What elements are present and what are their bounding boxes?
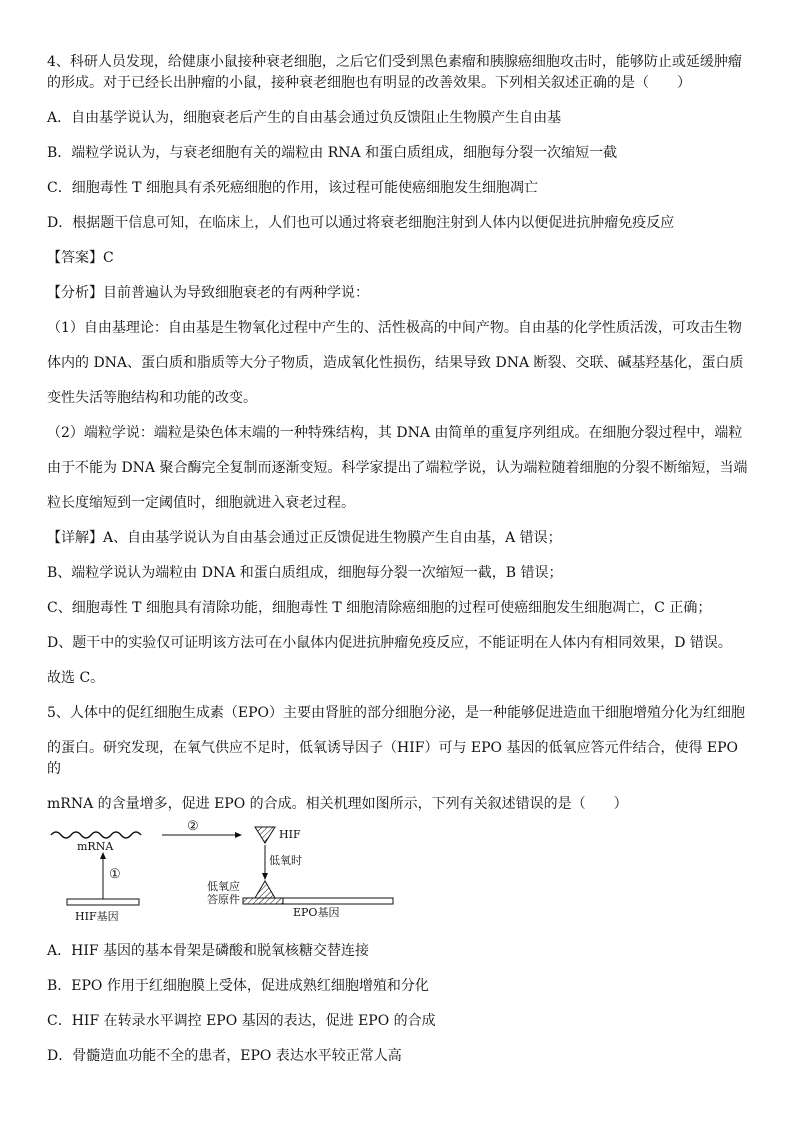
- q5-option-a: A．HIF 基因的基本骨架是磷酸和脱氧核糖交替连接: [47, 943, 370, 959]
- q4-detail-a: 【详解】A、自由基学说认为自由基会通过正反馈促进生物膜产生自由基，A 错误；: [47, 530, 562, 546]
- epo-gene-label: EPO基因: [293, 906, 340, 919]
- hre-element-shape: [255, 881, 275, 898]
- hif-gene-label: HIF基因: [75, 910, 119, 923]
- q4-option-b: B．端粒学说认为，与衰老细胞有关的端粒由 RNA 和蛋白质组成，细胞每分裂一次缩短一截: [47, 145, 618, 161]
- q4-analysis-1-line-2: 体内的 DNA、蛋白质和脂质等大分子物质，造成氧化性损伤，结果导致 DNA 断裂、交联、碱基羟基化，蛋白质: [47, 355, 744, 371]
- q4-option-a: A．自由基学说认为，细胞衰老后产生的自由基会通过负反馈阻止生物膜产生自由基: [47, 110, 562, 126]
- q5-option-c: C．HIF 在转录水平调控 EPO 基因的表达，促进 EPO 的合成: [47, 1013, 436, 1029]
- q5-stem-line-1: 5、人体中的促红细胞生成素（EPO）主要由肾脏的部分细胞分泌，是一种能够促进造血干细胞增殖分化为红细胞: [47, 705, 746, 721]
- hre-label-line-1: 低氧应: [207, 880, 240, 893]
- arrow-step-2-head: [235, 832, 242, 838]
- q4-detail-d: D、题干中的实验仅可证明该方法可在小鼠体内促进抗肿瘤免疫反应，不能证明在人体内有相同效果，D 错误。: [47, 635, 732, 651]
- q4-analysis-title: 【分析】目前普遍认为导致细胞衰老的有两种学说：: [47, 285, 369, 301]
- q4-stem-line-1: 4、科研人员发现，给健康小鼠接种衰老细胞，之后它们受到黑色素瘤和胰腺癌细胞攻击时，能够防止或延缓肿瘤: [47, 54, 742, 70]
- q4-stem-line-2: 的形成。对于已经长出肿瘤的小鼠，接种衰老细胞也有明显的改善效果。下列相关叙述正确的是（ ）: [47, 75, 691, 91]
- q4-analysis-2-line-2: 由于不能为 DNA 聚合酶完全复制而逐渐变短。科学家提出了端粒学说，认为端粒随着细胞的分裂不断缩短，当端: [47, 460, 748, 476]
- hre-label-line-2: 答原件: [207, 893, 240, 906]
- q4-analysis-2-line-1: （2）端粒学说：端粒是染色体末端的一种特殊结构，其 DNA 由简单的重复序列组成。在细胞分裂过程中，端粒: [47, 425, 743, 441]
- q4-analysis-1-line-3: 变性失活等胞结构和功能的改变。: [47, 390, 257, 406]
- epo-gene-bar: [283, 898, 393, 904]
- mrna-label: mRNA: [77, 840, 114, 853]
- arrow-hypoxia-head: [262, 873, 268, 880]
- q4-detail-b: B、端粒学说认为端粒由 DNA 和蛋白质组成，细胞每分裂一次缩短一截，B 错误；: [47, 565, 563, 581]
- step-1-label: ①: [109, 867, 121, 882]
- hif-protein-shape: [255, 827, 275, 843]
- hypoxia-label: 低氧时: [269, 854, 302, 867]
- question-5: [47, 703, 753, 1067]
- arrow-step-1-head: [100, 852, 106, 859]
- q5-stem-line-3: mRNA 的含量增多，促进 EPO 的合成。相关机理如图所示，下列有关叙述错误的是（ ）: [47, 796, 628, 812]
- hif-label: HIF: [279, 828, 301, 841]
- mrna-wavy-line: [51, 832, 141, 838]
- q5-stem-line-2: 的蛋白。研究发现，在氧气供应不足时，低氧诱导因子（HIF）可与 EPO 基因的低氧应答元件结合，使得 EPO 的: [47, 740, 739, 777]
- hif-gene-bar: [67, 899, 139, 905]
- q4-option-c: C．细胞毒性 T 细胞具有杀死癌细胞的作用，该过程可能使癌细胞发生细胞凋亡: [47, 180, 538, 196]
- hre-element-base: [243, 898, 283, 904]
- epo-mechanism-diagram: [47, 821, 467, 931]
- q4-answer: 【答案】C: [47, 250, 114, 266]
- q4-analysis-2-line-3: 粒长度缩短到一定阈值时，细胞就进入衰老过程。: [47, 495, 355, 511]
- q4-conclusion: 故选 C。: [47, 670, 105, 686]
- q4-analysis-1-line-1: （1）自由基理论：自由基是生物氧化过程中产生的、活性极高的中间产物。自由基的化学性质活泼，可攻击生物: [47, 320, 742, 336]
- q5-option-b: B．EPO 作用于红细胞膜上受体，促进成熟红细胞增殖和分化: [47, 978, 429, 994]
- q4-detail-c: C、细胞毒性 T 细胞具有清除功能，细胞毒性 T 细胞清除癌细胞的过程可使癌细胞发生细胞凋亡，C 正确；: [47, 600, 712, 616]
- step-2-label: ②: [187, 819, 199, 834]
- question-4: [47, 52, 753, 689]
- q4-option-d: D．根据题干信息可知，在临床上，人们也可以通过将衰老细胞注射到人体内以便促进抗肿瘤免疫反应: [47, 215, 675, 231]
- page-content: [47, 52, 753, 1081]
- q5-option-d: D．骨髓造血功能不全的患者，EPO 表达水平较正常人高: [47, 1048, 402, 1064]
